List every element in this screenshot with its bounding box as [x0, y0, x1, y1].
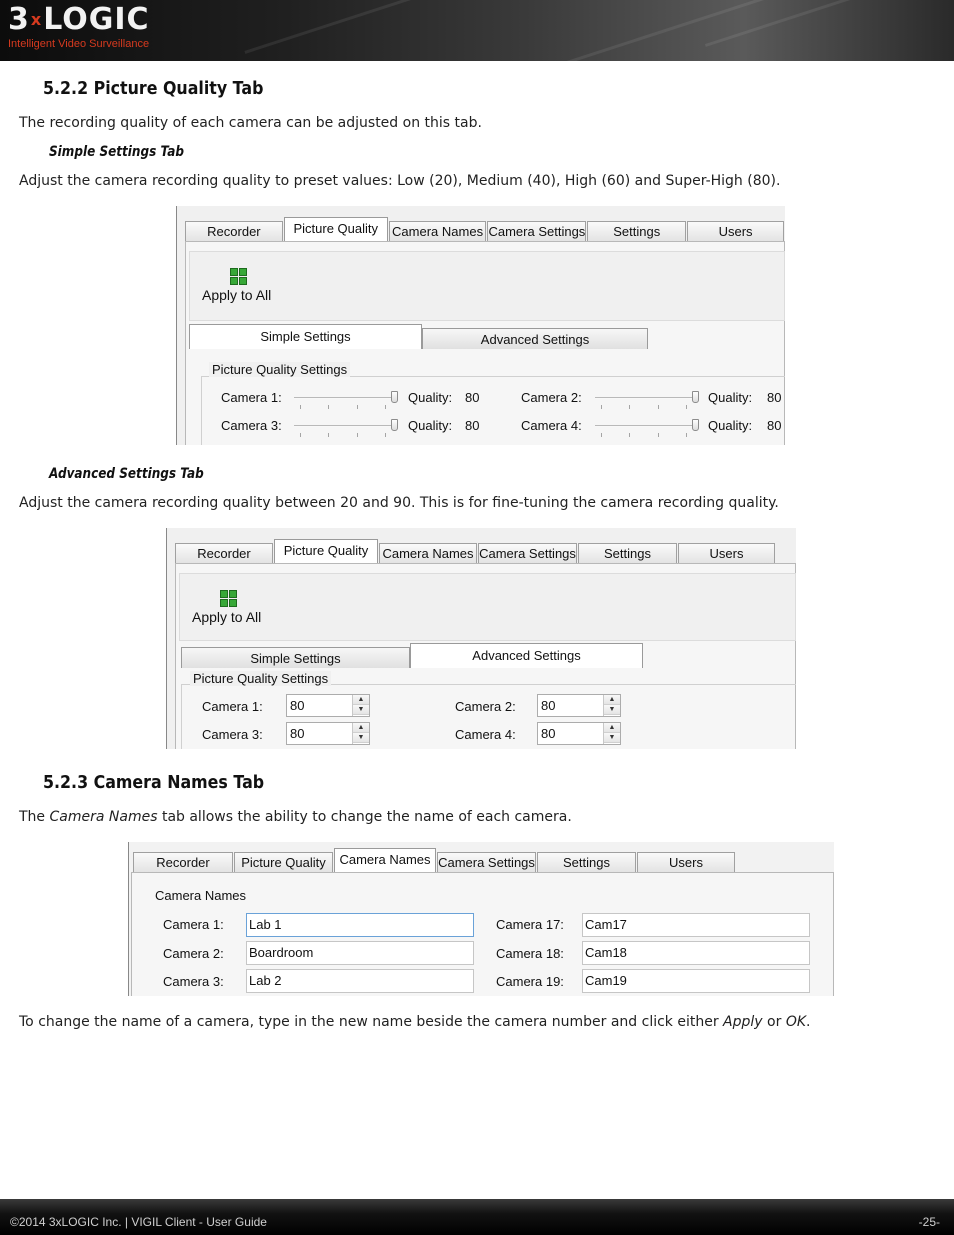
camera-label: Camera 19:: [496, 974, 564, 989]
spin-up-icon[interactable]: ▲: [353, 695, 369, 705]
tab-users[interactable]: Users: [637, 852, 735, 872]
logo-tagline: Intelligent Video Surveillance: [8, 38, 150, 50]
camera-label: Camera 3:: [163, 974, 224, 989]
camera-label: Camera 17:: [496, 917, 564, 932]
spinbox-value[interactable]: 80: [290, 726, 305, 741]
main-tab-strip: [133, 848, 834, 872]
camera-label: Camera 3:: [221, 418, 282, 433]
quality-slider[interactable]: [595, 419, 699, 433]
tab-recorder[interactable]: Recorder: [185, 221, 283, 241]
quality-label: Quality:: [408, 418, 453, 433]
group-title: Picture Quality Settings: [190, 671, 331, 686]
main-tab-strip: [175, 540, 796, 563]
section-heading-522: 5.2.2 Picture Quality Tab: [43, 78, 264, 99]
tab-picture-quality[interactable]: Picture Quality: [234, 852, 333, 872]
paragraph-simple: Adjust the camera recording quality to preset values: Low (20), Medium (40), High (60) and Super-High (80).: [19, 173, 781, 189]
company-logo: [8, 4, 150, 50]
group-title: Picture Quality Settings: [209, 362, 350, 377]
camera-label: Camera 2:: [455, 699, 516, 714]
spin-up-icon[interactable]: ▲: [604, 695, 620, 705]
paragraph-camera-names-outro: [19, 1014, 810, 1030]
subtab-advanced-settings[interactable]: Advanced Settings: [422, 328, 648, 349]
quality-label: Quality:: [708, 418, 753, 433]
page-footer: [0, 1199, 954, 1235]
tab-camera-settings[interactable]: Camera Settings: [487, 221, 586, 241]
group-title: Camera Names: [152, 888, 249, 903]
camera-name-field[interactable]: Cam17: [582, 913, 810, 937]
quality-spinbox[interactable]: [537, 694, 621, 717]
spin-up-icon[interactable]: ▲: [604, 723, 620, 733]
quality-value: 80: [465, 418, 480, 433]
outro-text: .: [806, 1014, 811, 1030]
camera-label: Camera 2:: [163, 946, 224, 961]
tab-picture-quality[interactable]: Picture Quality: [274, 539, 378, 563]
apply-to-all-button[interactable]: Apply to All: [202, 287, 272, 303]
quality-slider[interactable]: [294, 419, 398, 433]
camera-label: Camera 4:: [455, 727, 516, 742]
tab-recorder[interactable]: Recorder: [133, 852, 233, 872]
tab-settings[interactable]: Settings: [578, 543, 677, 563]
settings-subtab-strip: [189, 323, 785, 349]
tab-settings[interactable]: Settings: [587, 221, 686, 241]
apply-to-all-icon[interactable]: [230, 268, 248, 286]
subheading-advanced: Advanced Settings Tab: [49, 466, 204, 482]
intro-emphasis: Camera Names: [49, 809, 158, 825]
screenshot-advanced-settings: [166, 528, 796, 749]
tab-camera-names[interactable]: Camera Names: [379, 543, 477, 563]
spinbox-value[interactable]: 80: [541, 698, 556, 713]
subheading-simple: Simple Settings Tab: [49, 144, 185, 160]
subtab-advanced-settings[interactable]: Advanced Settings: [410, 643, 643, 668]
outro-emphasis: OK: [785, 1014, 807, 1030]
quality-spinbox[interactable]: [286, 722, 370, 745]
banner-texture: [526, 0, 774, 61]
camera-label: Camera 4:: [521, 418, 582, 433]
paragraph-camera-names-intro: [19, 809, 572, 825]
subtab-simple-settings[interactable]: Simple Settings: [181, 647, 410, 668]
quality-value: 80: [465, 390, 480, 405]
quality-label: Quality:: [408, 390, 453, 405]
header-banner: [0, 0, 954, 61]
tab-camera-settings[interactable]: Camera Settings: [478, 543, 577, 563]
camera-label: Camera 1:: [221, 390, 282, 405]
tab-camera-names[interactable]: Camera Names: [334, 848, 436, 872]
footer-page-number: -25-: [918, 1215, 940, 1229]
tab-camera-settings[interactable]: Camera Settings: [437, 852, 536, 872]
spin-down-icon[interactable]: ▼: [604, 705, 620, 715]
outro-emphasis: Apply: [723, 1014, 763, 1030]
tab-users[interactable]: Users: [687, 221, 784, 241]
intro-text: tab allows the ability to change the name of each camera.: [157, 809, 572, 825]
screenshot-camera-names: [128, 842, 834, 996]
tab-recorder[interactable]: Recorder: [175, 543, 273, 563]
logo-x: x: [30, 10, 43, 29]
paragraph-intro: The recording quality of each camera can be adjusted on this tab.: [19, 115, 482, 131]
camera-name-field[interactable]: Cam18: [582, 941, 810, 965]
tab-picture-quality[interactable]: Picture Quality: [284, 217, 388, 241]
spin-down-icon[interactable]: ▼: [353, 705, 369, 715]
tab-users[interactable]: Users: [678, 543, 775, 563]
quality-slider[interactable]: [294, 391, 398, 405]
spinbox-value[interactable]: 80: [541, 726, 556, 741]
footer-copyright: ©2014 3xLOGIC Inc. | VIGIL Client - User Guide: [10, 1215, 267, 1229]
quality-spinbox[interactable]: [537, 722, 621, 745]
quality-label: Quality:: [708, 390, 753, 405]
settings-subtab-strip: [181, 642, 796, 668]
camera-name-field[interactable]: Lab 2: [246, 969, 474, 993]
quality-spinbox[interactable]: [286, 694, 370, 717]
camera-name-field[interactable]: Lab 1: [246, 913, 474, 937]
outro-text: To change the name of a camera, type in the new name beside the camera number and click either: [19, 1014, 724, 1030]
quality-value: 80: [767, 390, 782, 405]
apply-to-all-button[interactable]: Apply to All: [192, 609, 262, 625]
tab-camera-names[interactable]: Camera Names: [389, 221, 487, 241]
camera-name-field[interactable]: Boardroom: [246, 941, 474, 965]
subtab-simple-settings[interactable]: Simple Settings: [189, 324, 422, 349]
toolbar: [189, 251, 785, 321]
picture-quality-group: [201, 376, 785, 445]
quality-value: 80: [767, 418, 782, 433]
tab-settings[interactable]: Settings: [537, 852, 636, 872]
paragraph-advanced: Adjust the camera recording quality between 20 and 90. This is for fine-tuning the camera recording quality.: [19, 495, 779, 511]
logo-word: LOGIC: [43, 2, 150, 37]
outro-text: or: [762, 1014, 786, 1030]
section-heading-523: 5.2.3 Camera Names Tab: [43, 772, 265, 793]
quality-slider[interactable]: [595, 391, 699, 405]
apply-to-all-icon[interactable]: [220, 590, 238, 608]
camera-label: Camera 1:: [163, 917, 224, 932]
intro-text: The: [19, 809, 50, 825]
screenshot-simple-settings: [176, 206, 785, 445]
spinbox-value[interactable]: 80: [290, 698, 305, 713]
camera-label: Camera 1:: [202, 699, 263, 714]
camera-label: Camera 18:: [496, 946, 564, 961]
banner-texture: [244, 0, 435, 54]
spin-down-icon[interactable]: ▼: [353, 733, 369, 743]
camera-label: Camera 3:: [202, 727, 263, 742]
camera-name-field[interactable]: Cam19: [582, 969, 810, 993]
logo-digit: 3: [8, 2, 30, 37]
toolbar: [179, 573, 796, 641]
spin-down-icon[interactable]: ▼: [604, 733, 620, 743]
spin-up-icon[interactable]: ▲: [353, 723, 369, 733]
main-tab-strip: [185, 218, 785, 241]
camera-label: Camera 2:: [521, 390, 582, 405]
